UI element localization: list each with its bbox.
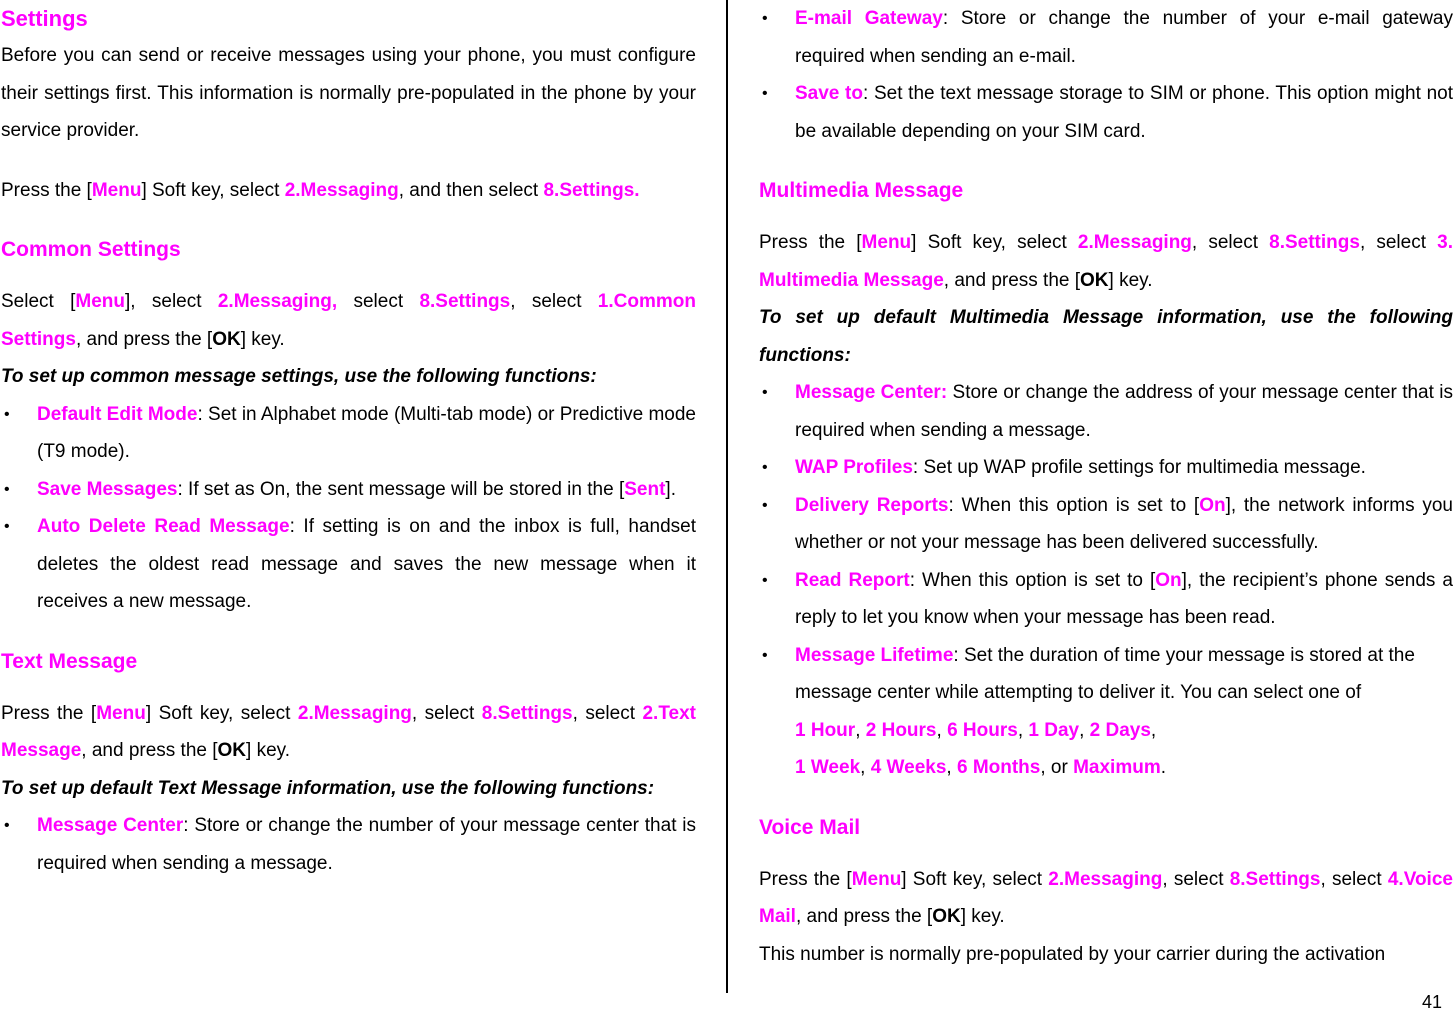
list-item: • E-mail Gateway: Store or change the number of your e-mail gateway required when sending an e-mail.	[762, 8, 1453, 67]
text-message-lead: To set up default Text Message information, use the following functions:	[1, 777, 655, 799]
list-item: • WAP Profiles: Set up WAP profile settings for multimedia message.	[762, 457, 1366, 478]
text-message-path: Press the [Menu] Soft key, select 2.Messaging, select 8.Settings, select 2.Text Message, and press the [OK] key.	[1, 702, 696, 761]
list-item: • Message Lifetime: Set the duration of time your message is stored at the message center while attempting to deliver it. You can select one of 1 Hour, 2 Hours, 6 Hours, 1 Day, 2 Days, 1 Week, 4 Weeks, 6 Months, or Maximum.	[762, 644, 1415, 778]
settings-intro: Before you can send or receive messages using your phone, you must configure their settings first. This information is normally pre-populated in the phone by your service provider.	[1, 45, 696, 141]
list-item: • Auto Delete Read Message: If setting is on and the inbox is full, handset deletes the oldest read message and saves the new message when it receives a new message.	[4, 516, 696, 612]
list-item: • Read Report: When this option is set to [On], the recipient’s phone sends a reply to let you know when your message has been read.	[762, 569, 1454, 628]
common-settings-path: Select [Menu], select 2.Messaging, select 8.Settings, select 1.Common Settings, and press the [OK] key.	[1, 291, 696, 350]
multimedia-message-path: Press the [Menu] Soft key, select 2.Messaging, select 8.Settings, select 3. Multimedia Message, and press the [OK] key.	[759, 232, 1453, 291]
page-number: 41	[1421, 992, 1442, 1012]
common-settings-heading: Common Settings	[1, 238, 181, 261]
list-item: • Message Center: Store or change the address of your message center that is required when sending a message.	[762, 382, 1453, 441]
list-item: • Save Messages: If set as On, the sent message will be stored in the [Sent].	[4, 478, 676, 500]
left-column	[1, 0, 696, 882]
settings-title: Settings	[1, 6, 88, 31]
list-item: • Default Edit Mode: Set in Alphabet mode (Multi-tab mode) or Predictive mode (T9 mode).	[4, 403, 696, 462]
text-message-heading: Text Message	[1, 649, 138, 673]
column-divider	[726, 0, 728, 993]
list-item: • Message Center: Store or change the number of your message center that is required when sending a message.	[4, 815, 696, 874]
multimedia-message-heading: Multimedia Message	[759, 179, 964, 202]
list-item: • Save to: Set the text message storage to SIM or phone. This option might not be available depending on your SIM card.	[762, 83, 1453, 142]
multimedia-message-lead: To set up default Multimedia Message information, use the following functions:	[759, 307, 1453, 366]
voice-mail-note: This number is normally pre-populated by your carrier during the activation	[759, 943, 1386, 965]
right-column	[759, 0, 1453, 974]
common-settings-lead: To set up common message settings, use the following functions:	[1, 366, 597, 387]
voice-mail-path: Press the [Menu] Soft key, select 2.Messaging, select 8.Settings, select 4.Voice Mail, and press the [OK] key.	[759, 868, 1453, 927]
voice-mail-heading: Voice Mail	[759, 815, 861, 839]
press-line: Press the [Menu] Soft key, select 2.Messaging, and then select 8.Settings.	[1, 179, 640, 201]
list-item: • Delivery Reports: When this option is set to [On], the network informs you whether or not your message has been delivered successfully.	[762, 494, 1453, 553]
